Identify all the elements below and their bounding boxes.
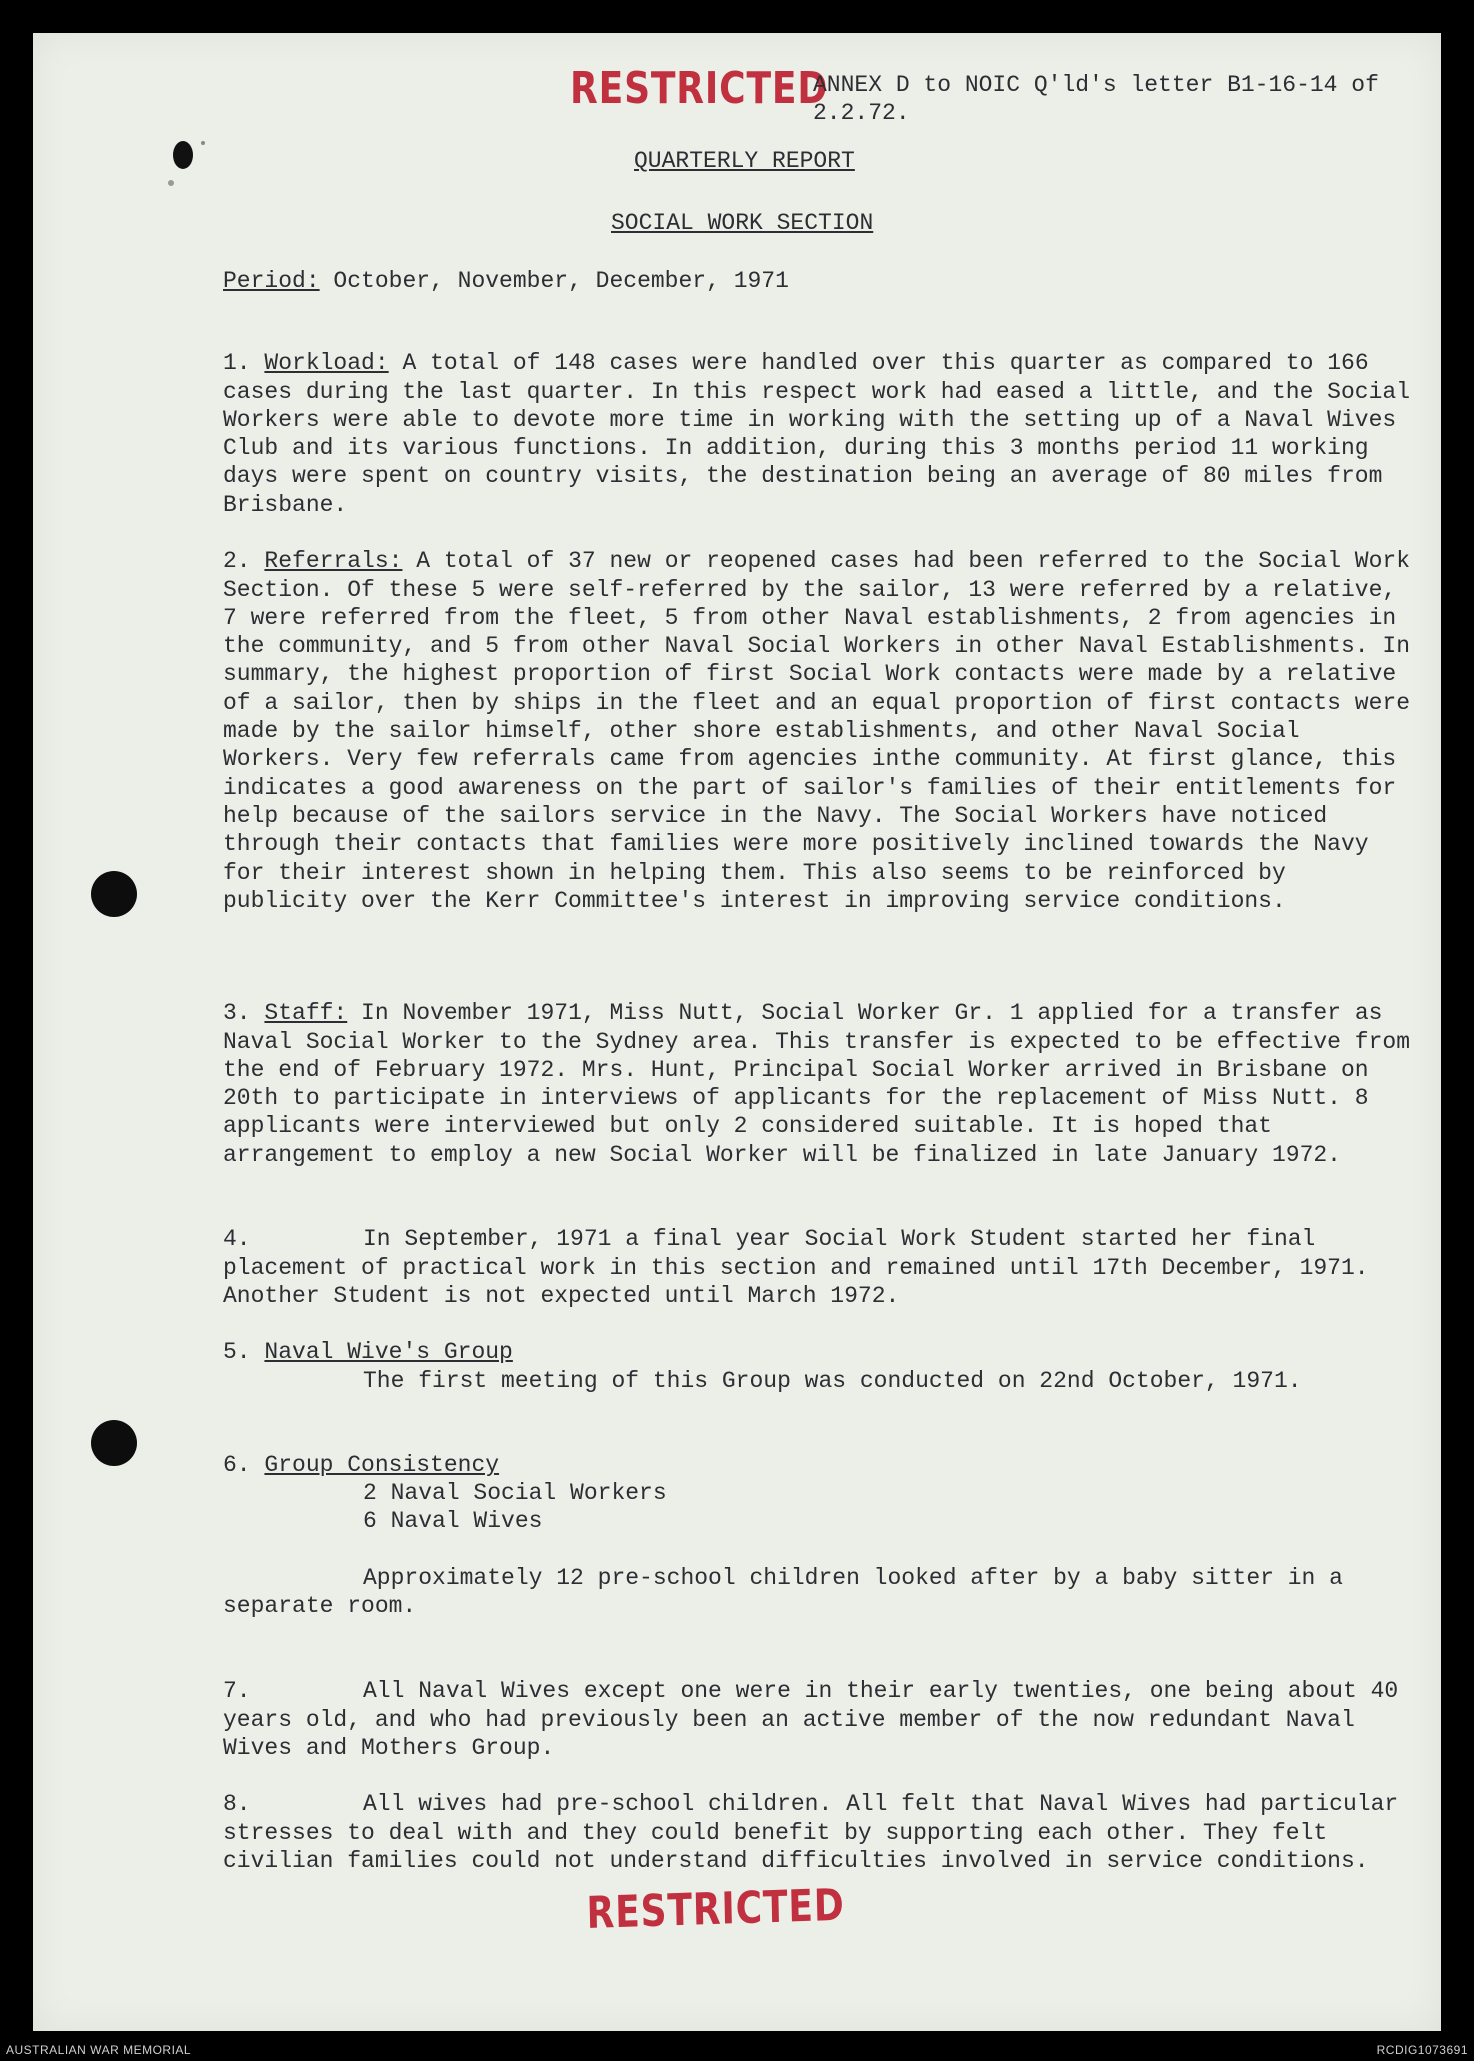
punch-hole-icon bbox=[91, 1420, 137, 1466]
group-member-line: 6 Naval Wives bbox=[363, 1508, 543, 1534]
paragraph-referrals bbox=[223, 519, 1423, 915]
annex-reference: ANNEX D to NOIC Q'ld's letter B1-16-14 of 2.2.72. bbox=[813, 72, 1379, 127]
paragraph-number: 5. bbox=[223, 1339, 265, 1366]
paragraph-number: 3. bbox=[223, 1000, 265, 1027]
stresses-text: All wives had pre-school children. All felt that Naval Wives had particular stresses to deal with and they could benefit by supporting each other. They felt civilian families could not understand difficulties involved in service conditions. bbox=[223, 1791, 1399, 1874]
paragraph-number: 2. bbox=[223, 548, 265, 575]
paragraph-student bbox=[223, 1197, 1423, 1310]
paragraph-number: 1. bbox=[223, 350, 265, 377]
period-line bbox=[223, 268, 789, 294]
document-page bbox=[33, 33, 1441, 2031]
children-text: Approximately 12 pre-school children looked after by a baby sitter in a separate room. bbox=[223, 1565, 1343, 1620]
paragraph-stresses bbox=[223, 1762, 1423, 1875]
restricted-stamp-bottom: RESTRICTED bbox=[586, 1879, 846, 1939]
period-label: Period: bbox=[223, 268, 320, 294]
staff-label: Staff: bbox=[264, 1000, 348, 1027]
footer-id: RCDIG1073691 bbox=[1376, 2043, 1468, 2057]
referrals-text: A total of 37 new or reopened cases had been referred to the Social Work Section. Of these 5 were self-referred by the sailor, 13 were referred by a relative, 7 were referred from the fleet, 5 from other Naval establishments, 2 from agencies in the community, and 5 from other Naval Social Workers in other Naval Establishments. In summary, the highest proportion of first Social Work contacts were made by a relative of a sailor, then by ships in the fleet and an equal proportion of first contacts were made by the sailor himself, other shore establishments, and other Naval Social Workers. Very few referrals came from agencies inthe community. At first glance, this indicates a good awareness on the part of sailor's families of their entitlements for help because of the sailors service in the Navy. The Social Workers have noticed through their contacts that families were more positively inclined towards the Navy for their interest shown in helping them. This also seems to be reinforced by publicity over the Kerr Committee's interest in improving service conditions. bbox=[223, 548, 1411, 914]
paragraph-group-consistency bbox=[223, 1423, 1423, 1480]
paragraph-number: 7. bbox=[223, 1678, 251, 1705]
paragraph-workload bbox=[223, 321, 1423, 519]
student-text: In September, 1971 a final year Social Work Student started her final placement of practical work in this section and remained until 17th December, 1971. Another Student is not expected until March 1972. bbox=[223, 1226, 1369, 1309]
paragraph-staff bbox=[223, 971, 1423, 1169]
restricted-stamp-top: RESTRICTED bbox=[570, 63, 829, 114]
section-title: SOCIAL WORK SECTION bbox=[611, 210, 874, 236]
report-title: QUARTERLY REPORT bbox=[634, 148, 855, 174]
referrals-label: Referrals: bbox=[264, 548, 403, 575]
group-member-line: 2 Naval Social Workers bbox=[363, 1480, 667, 1506]
wives-group-text: The first meeting of this Group was conducted on 22nd October, 1971. bbox=[363, 1368, 1302, 1394]
punch-hole-icon bbox=[91, 871, 137, 917]
footer-source: AUSTRALIAN WAR MEMORIAL bbox=[6, 2043, 192, 2057]
period-value: October, November, December, 1971 bbox=[319, 268, 789, 294]
paper-damage-icon bbox=[163, 133, 223, 193]
staff-text: In November 1971, Miss Nutt, Social Worker Gr. 1 applied for a transfer as Naval Social Worker to the Sydney area. This transfer is expected to be effective from the end of February 1972. Mrs. Hunt, Principal Social Worker arrived in Brisbane on 20th to participate in interviews of applicants for the replacement of Miss Nutt. 8 applicants were interviewed but only 2 considered suitable. It is hoped that arrangement to employ a new Social Worker will be finalized in late January 1972. bbox=[223, 1000, 1410, 1168]
paragraph-number: 8. bbox=[223, 1791, 251, 1818]
workload-label: Workload: bbox=[264, 350, 389, 377]
paragraph-number: 4. bbox=[223, 1226, 251, 1253]
paragraph-number: 6. bbox=[223, 1452, 265, 1479]
group-consistency-label: Group Consistency bbox=[264, 1452, 500, 1479]
ages-text: All Naval Wives except one were in their early twenties, one being about 40 years old, and who had previously been an active member of the now redundant Naval Wives and Mothers Group. bbox=[223, 1678, 1399, 1761]
paragraph-wives-group bbox=[223, 1310, 1423, 1367]
paragraph-ages bbox=[223, 1649, 1423, 1762]
wives-group-label: Naval Wive's Group bbox=[264, 1339, 513, 1366]
workload-text: A total of 148 cases were handled over this quarter as compared to 166 cases during the last quarter. In this respect work had eased a little, and the Social Workers were able to devote more time in working with the setting up of a Naval Wives Club and its various functions. In addition, during this 3 months period 11 working days were spent on country visits, the destination being an average of 80 miles from Brisbane. bbox=[223, 350, 1410, 518]
